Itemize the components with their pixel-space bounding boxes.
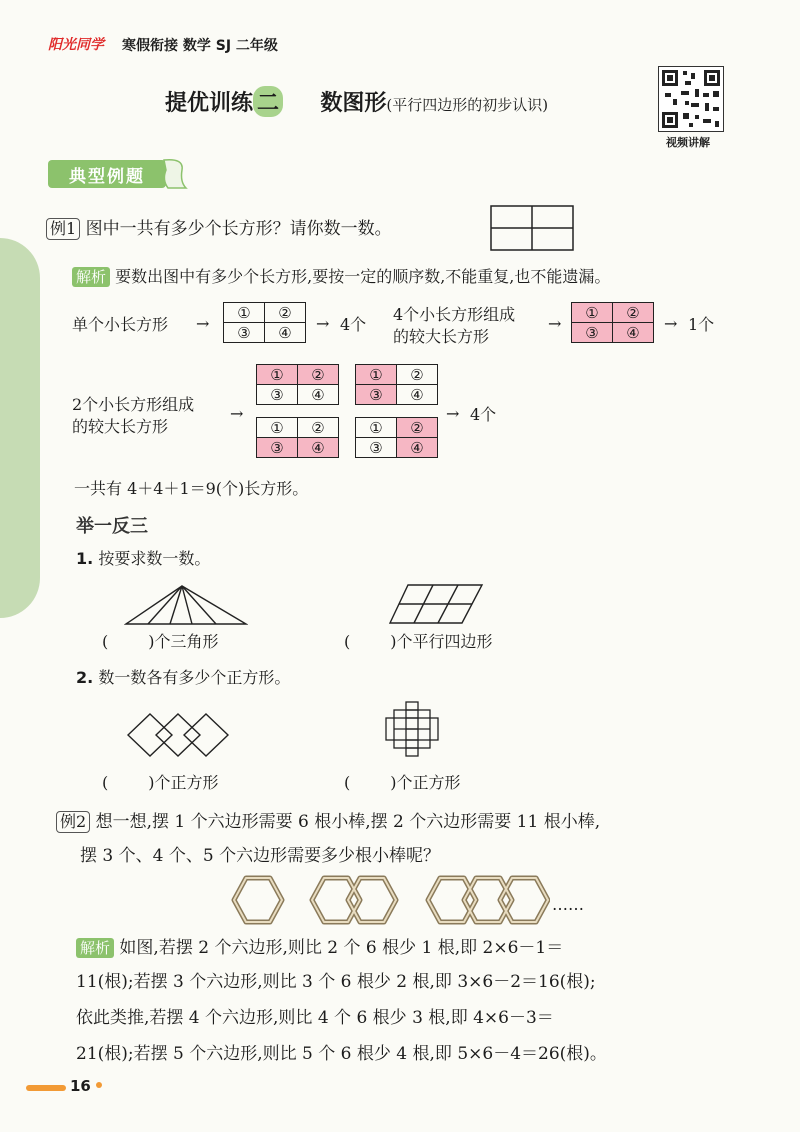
example1-total: 一共有 4＋4＋1＝9(个)长方形。 xyxy=(74,479,309,498)
diamond-squares-figure xyxy=(126,712,230,758)
hexagon-sticks-figure xyxy=(230,874,550,926)
qr-label: 视频讲解 xyxy=(666,136,710,149)
grid-cell: ④ xyxy=(265,323,306,343)
grid-cell: ① xyxy=(257,418,298,438)
row2-count: 4个 xyxy=(470,405,497,424)
row1b-label-2: 的较大长方形 xyxy=(393,327,490,346)
qr-code-icon[interactable] xyxy=(658,66,724,132)
grid-cell: ③ xyxy=(257,438,298,458)
grid-cell: ③ xyxy=(572,323,613,343)
parallelogram-figure xyxy=(388,583,484,625)
grid-cell: ④ xyxy=(397,438,438,458)
grid-cell: ① xyxy=(224,303,265,323)
title-number: 二 xyxy=(253,86,283,117)
grid-cell: ③ xyxy=(356,385,397,405)
grid-cell: ④ xyxy=(397,385,438,405)
grid-cell: ① xyxy=(257,365,298,385)
grid-cell: ① xyxy=(356,365,397,385)
example2-line2: 摆 3 个、4 个、5 个六边形需要多少根小棒呢？ xyxy=(80,846,441,866)
q1-b-open: ( xyxy=(344,632,351,651)
grid-cell: ③ xyxy=(356,438,397,458)
grid-pair-left xyxy=(355,364,438,405)
series-label: 寒假衔接 数学 SJ 二年级 xyxy=(122,38,278,54)
row1b-count: 1个 xyxy=(688,315,715,334)
side-decoration xyxy=(0,238,40,618)
arrow-icon: → xyxy=(316,314,330,333)
grid-single-rectangles xyxy=(223,302,306,343)
q2-answer-left[interactable] xyxy=(102,772,219,794)
q2-text: 数一数各有多少个正方形。 xyxy=(98,668,291,687)
row1b-label-1: 4个小长方形组成 xyxy=(393,305,516,324)
q1-answer-triangles[interactable] xyxy=(102,631,219,653)
row1-label: 单个小长方形 xyxy=(72,315,169,334)
q2-a-open: ( xyxy=(102,773,109,792)
row2-label-1: 2个小长方形组成 xyxy=(72,395,195,414)
hexagon-ellipsis: …… xyxy=(552,895,584,914)
example2-line1 xyxy=(56,807,600,837)
example2-analysis-line4: 21(根);若摆 5 个六边形,则比 5 个 6 根少 4 根,即 5×6－4＝26(根)。 xyxy=(76,1044,607,1064)
example2-text-1: 想一想,摆 1 个六边形需要 6 根小棒,摆 2 个六边形需要 11 根小棒, xyxy=(95,812,601,832)
example1-tag: 例1 xyxy=(46,218,80,240)
q1-b-text: )个平行四边形 xyxy=(390,632,493,651)
grid-cell: ② xyxy=(397,365,438,385)
page-number: 16 xyxy=(70,1077,91,1095)
q2-b-open: ( xyxy=(344,773,351,792)
grid-cell: ② xyxy=(298,365,339,385)
grid-cell: ② xyxy=(265,303,306,323)
q1-number: 1. xyxy=(76,549,94,568)
example2-analysis-text-1: 如图,若摆 2 个六边形,则比 2 个 6 根少 1 根,即 2×6－1＝ xyxy=(119,938,564,958)
grid-cell: ① xyxy=(356,418,397,438)
scroll-icon xyxy=(160,156,190,192)
title-subtitle: (平行四边形的初步认识) xyxy=(386,96,549,114)
example2-analysis-badge: 解析 xyxy=(76,938,114,958)
grid-whole-rectangle xyxy=(571,302,654,343)
page-title xyxy=(165,86,548,117)
grid-cell: ③ xyxy=(224,323,265,343)
q1-text: 按要求数一数。 xyxy=(98,549,211,568)
arrow-icon: → xyxy=(230,404,244,423)
section-banner: 典型例题 xyxy=(48,160,166,188)
grid-cell: ② xyxy=(397,418,438,438)
grid-cell: ③ xyxy=(257,385,298,405)
q1-a-text: )个三角形 xyxy=(148,632,219,651)
q2-answer-right[interactable] xyxy=(344,772,461,794)
arrow-icon: → xyxy=(664,314,678,333)
grid-pair-top xyxy=(256,364,339,405)
triangle-figure xyxy=(124,584,248,626)
example1-question: 图中一共有多少个长方形？请你数一数。 xyxy=(85,219,392,239)
example1-analysis-badge: 解析 xyxy=(72,267,110,287)
grid-cell: ④ xyxy=(298,385,339,405)
grid-cell: ④ xyxy=(298,438,339,458)
grid-cell: ② xyxy=(613,303,654,323)
q2-b-text: )个正方形 xyxy=(390,773,461,792)
practice-heading: 举一反三 xyxy=(76,516,148,537)
arrow-icon: → xyxy=(548,314,562,333)
grid-cell: ④ xyxy=(613,323,654,343)
page-dot-decoration xyxy=(96,1082,102,1088)
title-main: 数图形 xyxy=(320,90,387,116)
row1-count: 4个 xyxy=(340,315,367,334)
arrow-icon: → xyxy=(196,314,210,333)
arrow-icon: → xyxy=(446,404,460,423)
example2-analysis-line1 xyxy=(76,933,563,963)
example2-analysis-line2: 11(根);若摆 3 个六边形,则比 3 个 6 根少 2 根,即 3×6－2＝16(根); xyxy=(76,972,596,992)
grid-cell: ① xyxy=(572,303,613,323)
grid-pair-right xyxy=(355,417,438,458)
brand-logo: 阳光同学 xyxy=(48,37,104,53)
grid-cell: ② xyxy=(298,418,339,438)
practice-q2 xyxy=(76,667,290,689)
title-prefix: 提优训练 xyxy=(165,90,254,116)
example1-figure xyxy=(490,205,574,251)
q2-a-text: )个正方形 xyxy=(148,773,219,792)
example1-analysis: 要数出图中有多少个长方形,要按一定的顺序数,不能重复,也不能遗漏。 xyxy=(115,267,611,286)
q1-a-open: ( xyxy=(102,632,109,651)
q1-answer-parallelograms[interactable] xyxy=(344,631,493,653)
cross-squares-figure xyxy=(384,700,440,758)
example2-analysis-line3: 依此类推,若摆 4 个六边形,则比 4 个 6 根少 3 根,即 4×6－3＝ xyxy=(76,1008,554,1028)
q2-number: 2. xyxy=(76,668,94,687)
example1-question-line xyxy=(46,214,392,244)
practice-q1 xyxy=(76,548,210,570)
grid-pair-bottom xyxy=(256,417,339,458)
row2-label-2: 的较大长方形 xyxy=(72,417,169,436)
example2-tag: 例2 xyxy=(56,811,90,833)
example1-analysis-line xyxy=(72,266,610,288)
page-bar-decoration xyxy=(26,1085,66,1091)
